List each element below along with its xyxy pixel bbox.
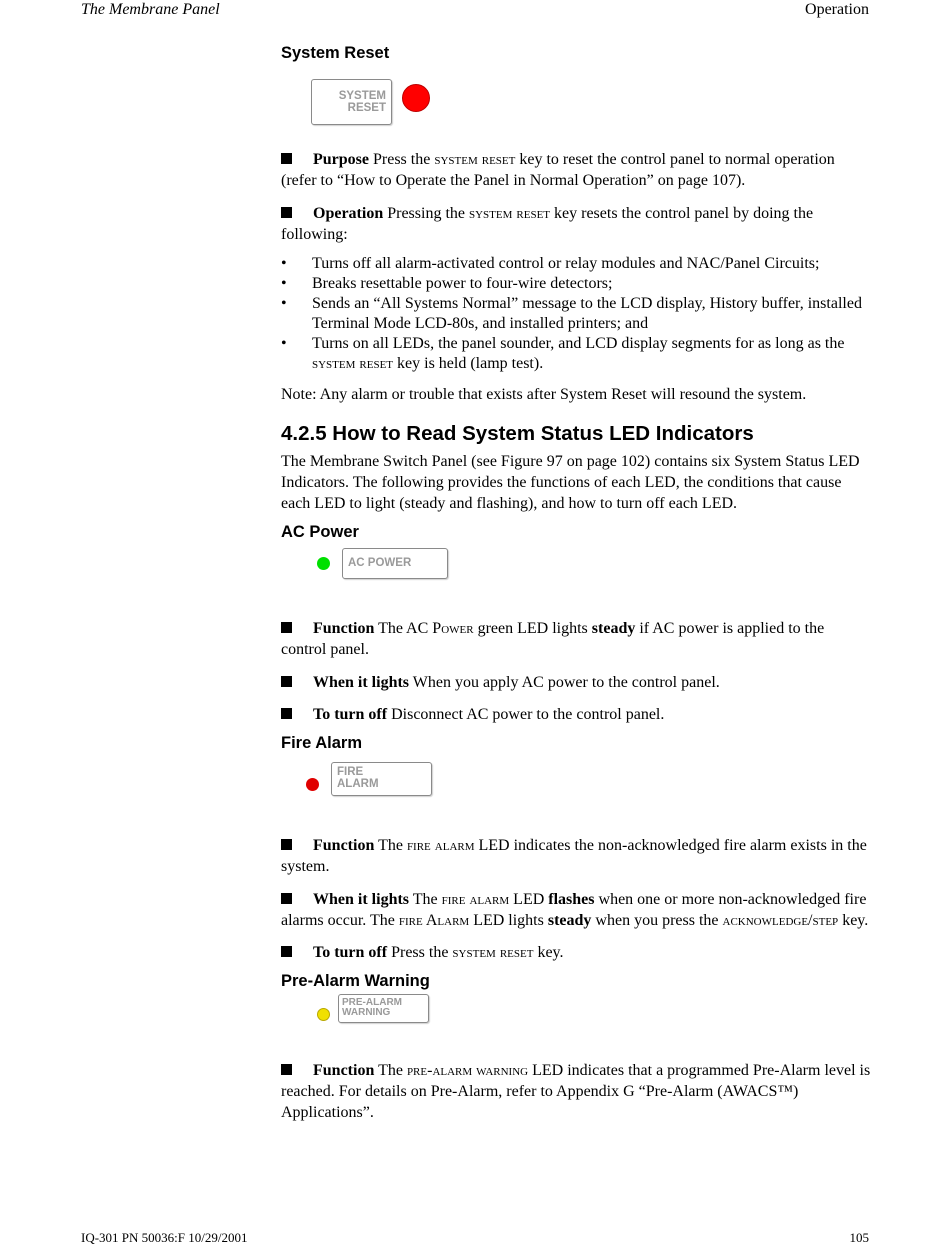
system-reset-figure (281, 63, 871, 133)
off-text-a: Press the (391, 944, 449, 961)
fire-alarm-when (281, 889, 871, 931)
fire-alarm-figure (281, 753, 871, 823)
function-text-a: The (378, 1062, 403, 1079)
off-text-b: key. (537, 944, 564, 961)
pre-alarm-figure (281, 991, 871, 1051)
system-reset-led-icon (402, 84, 430, 112)
function-text-a: The AC P (378, 620, 442, 637)
square-bullet-icon (281, 676, 292, 687)
function-text-c: if AC power is applied to the control panel. (281, 620, 825, 658)
operation-key-name: system reset (469, 205, 551, 222)
ac-power-when (281, 672, 871, 693)
pre-alarm-heading: Pre-Alarm Warning (281, 972, 430, 990)
system-reset-key-line2: RESET (347, 101, 386, 114)
when-text-f: key. (842, 912, 869, 929)
list-item-text: Sends an “All Systems Normal” message to the LCD display, History buffer, installed Terminal Mode LCD-80s, and installed printers; and (312, 295, 862, 332)
list-item (281, 294, 871, 334)
list-item (281, 254, 871, 274)
bullet-dot-icon: • (281, 335, 287, 352)
fire-alarm-function (281, 835, 871, 877)
pre-alarm-key-image (338, 994, 429, 1023)
square-bullet-icon (281, 1064, 292, 1075)
bullet-dot-icon: • (281, 295, 287, 312)
list-item-key-name: system reset (312, 355, 394, 372)
section-heading: 4.2.5 How to Read System Status LED Indicators (281, 422, 754, 445)
square-bullet-icon (281, 839, 292, 850)
when-key-name-2: fire Alarm (398, 912, 470, 929)
when-text-e: when you press the (595, 912, 719, 929)
when-text-d: LED lights (473, 912, 544, 929)
section-intro: The Membrane Switch Panel (see Figure 97 on page 102) contains six System Status LED Indicators. The following provides the functions of each LED, the conditions that cause each LED to light (steady and flashing), and how to turn off each LED. (281, 453, 860, 512)
ac-power-figure (281, 542, 871, 608)
function-text-b: green LED lights (477, 620, 588, 637)
system-reset-note: Note: Any alarm or trouble that exists after System Reset will resound the system. (281, 386, 807, 403)
off-label: To turn off (313, 944, 388, 961)
ac-power-key-image (342, 548, 448, 579)
function-text-b: LED indicates that a programmed Pre-Alarm level is reached. For details on Pre-Alarm, refer to Appendix G “Pre-Alarm (AWACS™) Applications”. (281, 1062, 871, 1121)
ac-power-key-label: AC POWER (348, 557, 412, 569)
function-emphasis: steady (591, 620, 636, 637)
square-bullet-icon (281, 893, 292, 904)
ac-power-heading: AC Power (281, 523, 359, 541)
when-text-b: LED (513, 891, 545, 908)
pre-alarm-led-icon (317, 1008, 330, 1021)
when-emphasis-steady: steady (547, 912, 592, 929)
fire-alarm-key-image (331, 762, 432, 796)
when-key-name: fire alarm (441, 891, 510, 908)
purpose-text-b: key to reset the control panel to normal operation (refer to “How to Operate the Panel in Normal Operation” on page 107). (281, 151, 835, 189)
operation-text-a: Pressing the (387, 205, 465, 222)
system-reset-purpose (281, 149, 871, 191)
footer-page-number: 105 (849, 1230, 869, 1245)
ac-power-function (281, 618, 871, 660)
when-text-a: The (412, 891, 438, 908)
list-item (281, 334, 871, 374)
footer-document-id: IQ-301 PN 50036:F 10/29/2001 (81, 1230, 248, 1245)
pre-alarm-key-line2: WARNING (342, 1007, 391, 1018)
purpose-label: Purpose (313, 151, 369, 168)
system-reset-operation (281, 203, 871, 245)
off-text: Disconnect AC power to the control panel. (391, 706, 665, 723)
system-reset-heading: System Reset (281, 44, 390, 62)
bullet-dot-icon: • (281, 275, 287, 292)
fire-alarm-key-line2: ALARM (337, 777, 379, 790)
when-text: When you apply AC power to the control panel. (412, 674, 720, 691)
running-header-section: Operation (805, 1, 869, 18)
running-header-chapter: The Membrane Panel (81, 1, 220, 18)
system-reset-key-line1: SYSTEM (338, 90, 386, 102)
square-bullet-icon (281, 708, 292, 719)
system-reset-key-image (311, 79, 392, 125)
fire-alarm-heading: Fire Alarm (281, 734, 363, 752)
function-label: Function (313, 620, 375, 637)
when-label: When it lights (313, 891, 410, 908)
function-key-name: fire alarm (406, 837, 475, 854)
when-label: When it lights (313, 674, 410, 691)
off-key-name: system reset (452, 944, 534, 961)
when-key-name-3: acknowledge/step (722, 912, 839, 929)
list-item-text-a: Turns on all LEDs, the panel sounder, and LCD display segments for as long as the (312, 335, 845, 352)
page-content (281, 44, 871, 1123)
ac-power-off (281, 704, 871, 725)
function-key-name: ower (441, 620, 474, 637)
list-item (281, 274, 871, 294)
operation-label: Operation (313, 205, 384, 222)
square-bullet-icon (281, 207, 292, 218)
ac-power-led-icon (317, 557, 330, 570)
when-text-c: when one or more non-acknowledged fire alarms occur. The (281, 891, 867, 929)
fire-alarm-led-icon (306, 778, 319, 791)
pre-alarm-function (281, 1060, 871, 1123)
list-item-text-b: key is held (lamp test). (397, 355, 544, 372)
pre-alarm-key-line1: PRE-ALARM (342, 997, 402, 1008)
list-item-text: Breaks resettable power to four-wire detectors; (312, 275, 613, 292)
list-item-text: Turns off all alarm-activated control or relay modules and NAC/Panel Circuits; (312, 255, 820, 272)
purpose-key-name: system reset (434, 151, 516, 168)
function-label: Function (313, 837, 375, 854)
function-key-name: pre-alarm warning (406, 1062, 529, 1079)
fire-alarm-off (281, 942, 871, 963)
square-bullet-icon (281, 946, 292, 957)
square-bullet-icon (281, 622, 292, 633)
purpose-text-a: Press the (373, 151, 431, 168)
when-emphasis-flashes: flashes (548, 891, 595, 908)
function-label: Function (313, 1062, 375, 1079)
function-text-b: LED indicates the non-acknowledged fire alarm exists in the system. (281, 837, 867, 875)
system-reset-actions-list (281, 254, 871, 374)
square-bullet-icon (281, 153, 292, 164)
off-label: To turn off (313, 706, 388, 723)
fire-alarm-key-line1: FIRE (337, 766, 364, 778)
function-text-a: The (378, 837, 403, 854)
bullet-dot-icon: • (281, 255, 287, 272)
operation-text-b: key resets the control panel by doing the following: (281, 205, 814, 243)
